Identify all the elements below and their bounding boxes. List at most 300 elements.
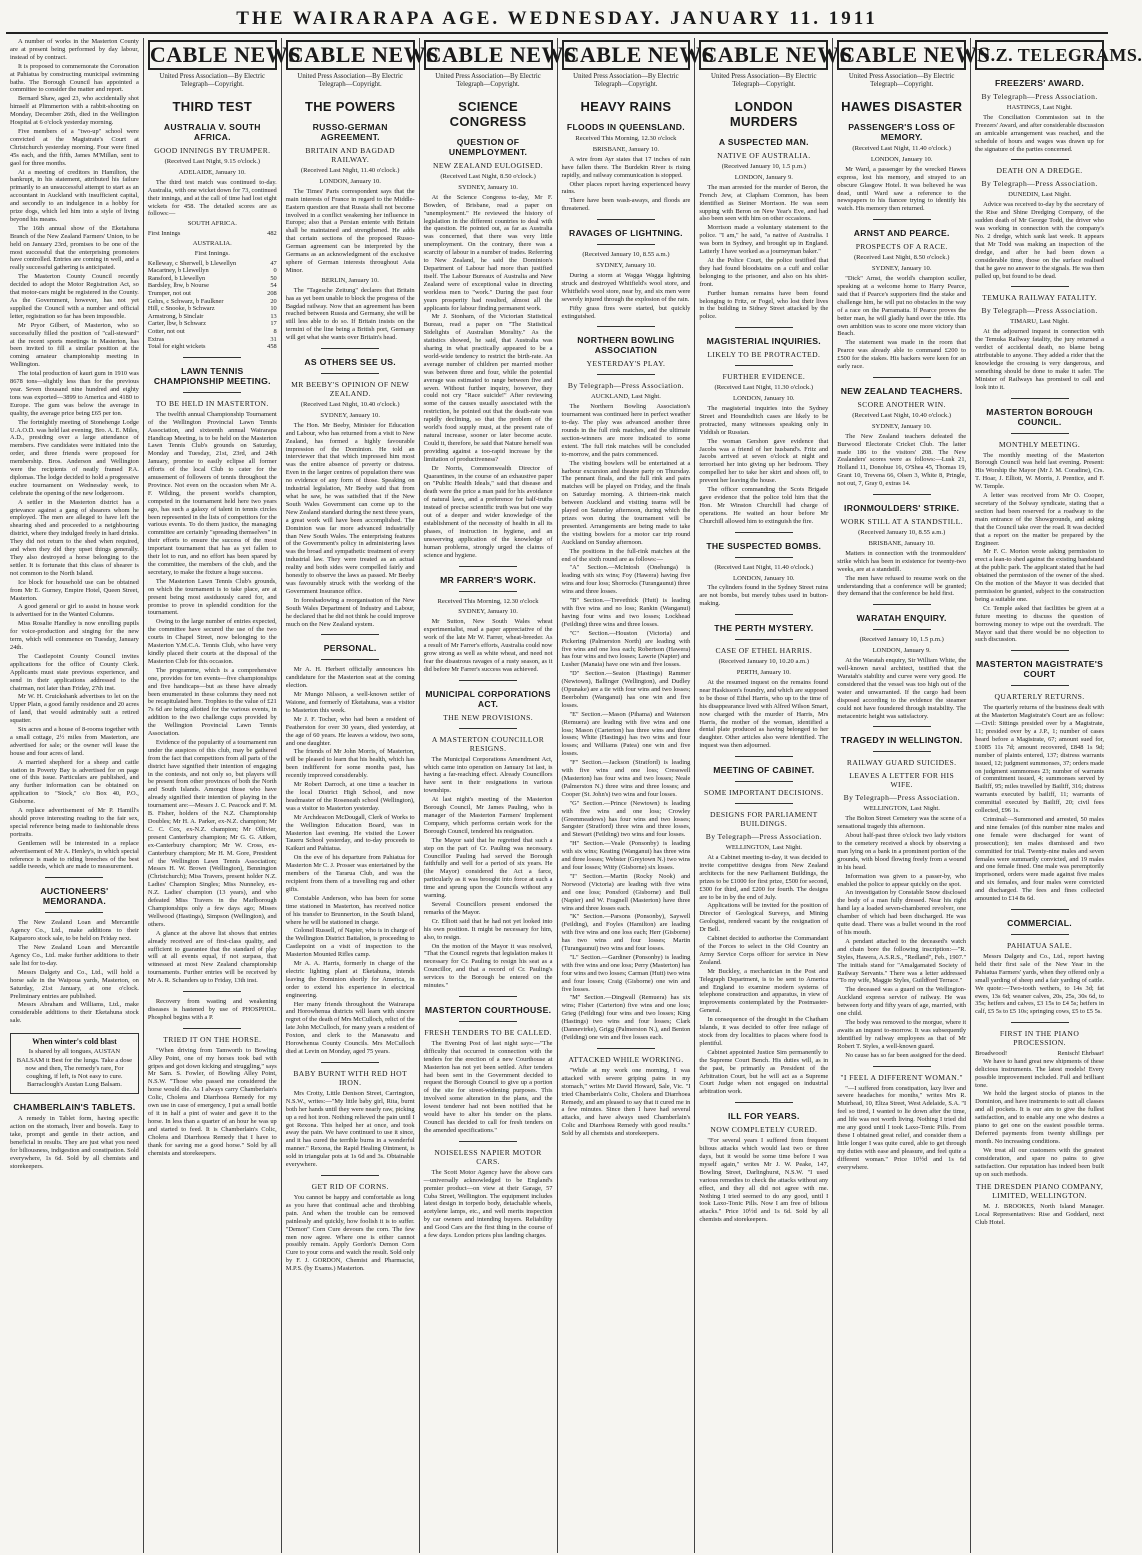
article-paragraph: On the motion of the Mayor it was resolved, "That the Council regrets that legislation makes it necessary for Cr. Pauling to resign his seat as a Councillor, and that a record of Cr. Pauling's services to the Borough be entered on the minutes.": [423, 942, 553, 990]
section-banner: CABLE NEWS: [699, 40, 828, 70]
article-paragraph: At the Science Congress to-day, Mr F. Bowden, of Brisbane, read a paper on "unemployment." He reviewed the history of legislation in the different countries to deal with the question. He pointed out, as far as Australia was concerned, that there was very little unemployment. On the contrary, there was a scarcity of labour in a number of trades. Referring to New Zealand, he said the Dominion's Department of Labour had more than justified itself. The Labour Bureaux of Australia and New Zealand were of exceptional value in directing workless men to "work." During the past four years prosperity had resulted, almost all the applicants for labour finding permanent work.: [423, 193, 553, 312]
divider-rule: [1011, 286, 1069, 287]
divider-rule: [321, 1175, 379, 1176]
section-banner: CABLE NEWS: [837, 40, 966, 70]
dateline: WELLINGTON, Last Night.: [725, 844, 803, 852]
subheadline: COMMERCIAL.: [1007, 917, 1072, 928]
received-line: Received This Morning, 12.30 o'clock: [575, 135, 677, 142]
article-paragraph: At the resumed inquest on the remains found near Haskisson's foundry, and which are supposed to be those of Ethel Harris, who up to the time of his disappearance lived with Alfred Wilson Smart, now charged with the murder of Harris, Mrs Harris, the mother of the woman, identified a dental plate produced as having belonged to her daughter. Other articles also were identified. The inquest was then adjourned.: [699, 678, 829, 750]
row-label: Carter, lbw, b Schwarz: [147, 320, 206, 328]
received-line: (Received Last Night, 11.40 o'clock.): [714, 563, 814, 571]
article-paragraph: A settler in the Masterton district has a grievance against a gang of shearers whom he employed. The men are alleged to have left the shearing shed and proceeded to a neighbouring district, where they indulged freely in hard drinks. They did not return to the shed when required, and when they did they upset things generally. They also destroyed a horse belonging to the settler. It is fortunate that this class of shearer is not common to the North Island.: [10, 498, 139, 577]
article-paragraph: At last night's meeting of the Masterton Borough Council, Mr James Pauling, who is manager of the Masterton Farmers' Implement Company, which performs certain work for the Borough Council, tendered his resignation.: [423, 796, 553, 835]
divider-rule: [1011, 685, 1069, 686]
divider-rule: [321, 1062, 379, 1063]
article-paragraph: Mr W. H. Cruickshank advertises to let on the Upper Plain, a good family residence and 20 acres of land, that would admirably suit a retired squatter.: [10, 693, 139, 725]
article-paragraph: "For several years I suffered from frequent bilious attacks which would last two or three days, but it would be some time before I was myself again," writes Mr J. W. Peake, 147, Bowling Street, Darlinghurst, N.S.W. "I used various remedies to check the attacks without any effect, and they all did not agree with me. Nothing I tried seemed to do any good, until I took Laxo-Tonic Pills. Now I am free of bilious attacks." Price 10½d and 1s 6d. Sold by all chemists and storekeepers.: [699, 1137, 829, 1224]
score-row: [148, 313, 277, 321]
article-paragraph: The New Zealand Loan and Mercantile Agency Co., Ltd. make further additions to their sale list for to-day.: [10, 944, 139, 967]
article-paragraph: Information was given to a passer-by, who enabled the police to appear quickly on the spot.: [837, 872, 967, 888]
article-paragraph: Mr J. Stonham, of the Victorian Statistical Bureau, read a paper on "The Statistical Sidelights of Australian Morality." As the statistics showed, he said, that Australia was sharing in what practically appeared to be a world-wide tendency to restrict the birth-rate. An average number of children per married mother was between three and four, while the potential average was estimated to range between five and seven. Without further inquiry, however, they could not cry "Race suicide!" After reviewing some of the causes usually associated with the restriction, he pointed out that the death-rate was rapidly declining, so that the problem of the world's food supply must, at the present rate of natural increase, sooner or later become acute. Could it, therefore, be said that Nature herself was providing against a too-rapid increase by the limitation of productiveness?: [423, 313, 553, 463]
article-paragraph: Ice block for household use can be obtained from Mr E. Gurney, Empire Hotel, Queen Street, Masterton.: [10, 578, 139, 602]
article-paragraph: "C" Section.—Houston (Victoria) and Pickering (Palmerston North) are leading with five wins and one loss each; Robertson (Hawera) has four wins and two losses; Lawrie (Napier) and Lusher (Manaia) have one win and five losses.: [561, 629, 691, 669]
score-row: [148, 230, 277, 238]
section-banner: CABLE NEWS: [562, 40, 691, 70]
article-paragraph: The Times' Paris correspondent says that the main interests of France in regard to the Middle-Eastern question are that Russia shall not become involved in a conflict weakening her influence in Europe; also that a Persian entente with Britain shall be maintained and strengthened. He adds that certain sections of the proposed Russo-German agreement can be interpreted by the Germans as an acknowledgment of the exclusive sphere of German interests throughout Asia Minor.: [285, 187, 415, 274]
score-row: [148, 267, 277, 275]
article-paragraph: Applications will be invited for the position of Director of Geological Surveys, and Mining Geologist, rendered vacant by the resignation of Dr Bell.: [699, 902, 829, 934]
article-paragraph: Several Councillors present endorsed the remarks of the Mayor.: [423, 900, 553, 916]
masthead: THE WAIRARAPA AGE. WEDNESDAY. JANUARY 11. 1911: [6, 6, 1108, 34]
article-paragraph: A letter was received from Mr O. Cooper, secretary of the Solway syndicate, stating that a section had been reserved for a roadway to the main entrance of the Showgrounds, and asking that the Council take over the road. It was decided that a report on the matter be prepared by the Engineer.: [975, 492, 1104, 547]
score-row: [148, 260, 277, 268]
divider-rule: [321, 348, 379, 349]
article-paragraph: Fifty grass fires were started, but quickly extinguished.: [561, 304, 691, 320]
article-paragraph: There have been wash-aways, and floods are threatened.: [561, 197, 691, 213]
article-paragraph: The 16th annual show of the Eketahuna Branch of the New Zealand Farmers' Union, to be held on January 23rd, promises to be one of the most successful that the enterprising promoters have controlled. Entries are coming in well, and a really successful gathering is anticipated.: [10, 224, 139, 272]
subheadline: FLOODS IN QUEENSLAND.: [566, 122, 685, 132]
dateline: LONDON, January 10.: [319, 177, 381, 185]
minor-heading: FRESH TENDERS TO BE CALLED.: [424, 1027, 552, 1037]
dateline: WELLINGTON, Last Night.: [863, 805, 940, 813]
article-paragraph: Mr Pryor Gilbert, of Masterton, who so successfully filled the position of "call-steward" at the recent sports meetings in Masterton, has been invited to fill a similar position at the coming amateur championship meeting in Wellington.: [10, 321, 139, 369]
divider-rule: [1011, 650, 1069, 651]
received-line: (Received January 10, 1.5 p.m.): [721, 163, 806, 170]
row-label: Macartney, b Llewellyn: [147, 267, 209, 275]
article-paragraph: Mr J. F. Tocher, who had been a resident of Featherston for over 30 years, died yesterday, at the age of 60 years. He leaves a widow, two sons, and one daughter.: [285, 715, 415, 747]
article-paragraph: "M" Section.—Dingwall (Remuera) has six wins; Fisher (Carterton) five wins and one loss; Grieg (Feilding) four wins and two losses; King (Hastings) two wins and four losses; Clark (Dannevirke), Grigg (Palmerston N.), and Benton (Feilding) one win and five losses each.: [561, 994, 691, 1041]
article-paragraph: The Masterton County Council recently decided to adopt the Motor Registration Act, so that motor-cars might be registered in the County. As the Government, however, has not yet supplied the Council with a number and official letter, registration so far has been impossible.: [10, 273, 139, 320]
article-paragraph: The Bolton Street Cemetery was the scene of a sensational tragedy this afternoon.: [837, 815, 967, 831]
article-paragraph: The Municipal Corporations Amendment Act, which came into operation on January 1st last, is having a far-reaching effect. Already Councillors have sent in their resignations in various townships.: [423, 755, 553, 795]
article-paragraph: The friends of Mr John Morris, of Masterton, will be pleased to learn that his health, which has been indifferent for some months past, has recently improved considerably.: [285, 748, 415, 780]
received-line: (Received Last Night, 10.40 o'clock.): [300, 401, 400, 409]
headline: HEAVY RAINS: [580, 99, 672, 114]
section-banner: N.Z. TELEGRAMS.: [975, 40, 1104, 70]
row-value: 8: [273, 328, 277, 335]
article-paragraph: Mr Buckley, a mechanician in the Post and Telegraph Department, is to be sent to America and England to examine modern systems of telephone construction and apparatus, in view of improvements contemplated by the Postmaster-General.: [699, 967, 829, 1015]
score-row: [148, 275, 277, 283]
article-paragraph: The quarterly returns of the business dealt with at the Masterton Magistrate's Court are as follow:—Civil: Sittings presided over by a Magistrate, 11; presided over by a J.P., 1; number of cases heard before a Magistrate, 67; amount sued for, £1085 11s 7d; amount recovered, £848 1s 9d; number of plaints entered, 137; distress warrants issued, 12; judgment summonses, 37; orders made on judgment summonses 23; number of warrants of commitment issued, 4; summonses served by Bailiff, 95; miles travelled by Bailiff, 316; distress warrants executed by bailiff, 11; warrants of committal executed by Bailiff, 20; civil fees collected, £96 1s.: [975, 704, 1104, 815]
subheadline: ILL FOR YEARS.: [727, 1111, 800, 1122]
score-row: [148, 290, 277, 298]
row-value: 13: [270, 312, 277, 320]
subheadline: TRAGEDY IN WELLINGTON.: [840, 735, 963, 746]
row-value: 10: [270, 305, 277, 313]
minor-heading: FIRST IN THE PIANO PROCESSION.: [999, 1029, 1080, 1048]
divider-rule: [597, 374, 655, 375]
dateline: BERLIN, January 10.: [321, 276, 379, 284]
divider-rule: [873, 604, 931, 605]
article-paragraph: At the adjourned inquest in connection with the Temuka Railway fatality, the jury returned a verdict of accidental death, no blame being attributable to anyone. They added a rider that the knowledge the crossing is very dangerous, and something should be done to make it safer. The Minister of Railways has promised to call and look into it.: [975, 328, 1104, 391]
article-paragraph: Matters in connection with the ironmoulders' strike which has been in existence for twenty-two weeks, are at a standstill.: [837, 549, 967, 573]
subheadline: RUSSO-GERMAN AGREEMENT.: [312, 122, 388, 142]
article-paragraph: Recovery from wasting and weakening diseases is hastened by use of PHOSPHOL. Phosphol begins with a P.: [147, 998, 277, 1021]
dateline: HASTINGS, Last Night.: [1006, 104, 1073, 111]
article-paragraph: A pendant attached to the deceased's watch and chain bore the following inscription:—"R. Styles, Hawera, A.S.R.S., "Redland", Feb., 1907." The initials stand for "Amalgamated Society of Railway Servants." There was a letter addressed "To my wife, Maggie Styles, Guildford Terrace.": [837, 937, 967, 985]
article-paragraph: The Northern Bowling Association's tournament was continued here in perfect weather to-day. The play was advanced another three rounds in the full rink matches, and the ultimate section-winners are more indicated to some extent. The full rink matches will be concluded to-morrow, and the pairs commenced.: [561, 403, 691, 458]
row-label: Trumper, not out: [147, 290, 191, 298]
minor-heading: LIKELY TO BE PROTRACTED.: [707, 350, 821, 360]
article-paragraph: Five members of a "two-up" school were convicted at the Magistrate's Court at Christchurch yesterday morning. Four were fined 45s each, and the fifth, James M'Millan, sent to gaol for three months.: [10, 127, 139, 167]
minor-heading: CASE OF ETHEL HARRIS.: [715, 646, 813, 656]
press-credit: United Press Association—By Electric Telegraph—Copyright.: [297, 73, 403, 88]
article-paragraph: Bernard Shaw, aged 23, who accidentally shot himself at Plimmerton with a rabbit-shooting on Monday, December 26th, died in the Wellington Hospital at 6 o'clock yesterday morning.: [10, 95, 139, 127]
divider-rule: [183, 991, 241, 992]
article-paragraph: A replace advertisement of Mr P. Hamill's should prove interesting reading to the fair sex, special reference being made to fashionable dress portraits.: [10, 807, 139, 838]
article-paragraph: Cabinet decided to authorise the Commandant of the Forces to select in the Old Country an Army Service Corps officer for service in New Zealand.: [699, 935, 829, 966]
article-paragraph: The Masterton Lawn Tennis Club's grounds, on which the tournament is to take place, are at present being most assiduously cared for, and promise to prove in splendid condition for the tournament.: [147, 577, 277, 617]
article-paragraph: A married shepherd for a sheep and cattle station in Poverty Bay is advertised for on page one of this issue. Particulars are published, and any further information can be obtained on application to "Stock," c/o Box 40, P.O., Gisborne.: [10, 758, 139, 806]
article-paragraph: The third test match was continued to-day. Australia, with one wicket down for 73, continued their innings, and at the call of time had lost eight wickets for 458. The detailed scores are as follows:—: [147, 178, 277, 218]
subheadline: AUSTRALIA V. SOUTH AFRICA.: [163, 122, 261, 142]
ad-text: Is shared by all tongues, AUSTAN BALSAM it Best for the lungs. Take a dose now and then, The remedy's rare, For coughing, if left, is Not easy to cure. Barraclough's Austan Lung Balsam.: [16, 1048, 133, 1089]
column-1: [6, 38, 144, 1553]
score-row: [148, 336, 277, 344]
subheadline: PASSENGER'S LOSS OF MEMORY.: [848, 122, 956, 142]
subheadline: MASTERTON COURTHOUSE.: [424, 1004, 552, 1015]
article-paragraph: M. J. BROOKES, North Island Manager. Local Representatives: Rise and Goddard, next Club Hotel.: [975, 1203, 1104, 1227]
article-paragraph: Mr F. C. Morton wrote asking permission to erect a lean-to shed against the existing bandstand at the public park. The applicant stated that he had obtained the permission of the owner of the shed. On the motion of the Mayor it was decided that permission be granted, subject to the construction being a suitable one.: [975, 548, 1104, 603]
subheadline: MASTERTON BOROUGH COUNCIL.: [986, 406, 1093, 427]
minor-heading: SOME IMPORTANT DECISIONS.: [704, 788, 824, 798]
row-value: 0: [273, 267, 277, 275]
article-paragraph: The body was removed to the morgue, where it awaits an inquest to-morrow. It was subsequently identified by railway employees as that of Mr Robert T. Styles, a well-known guard.: [837, 1018, 967, 1050]
divider-rule: [45, 912, 103, 913]
article-paragraph: The man arrested for the murder of Beron, the French Jew, at Clapham Common, has been identified as Steiner Morrison. He was seen supping with Beron on New Year's Eve, and had also been seen with him on other occasions.: [699, 183, 829, 223]
article-paragraph: Mr Robert Darroch, at one time a teacher in the local District High School, and now headmaster of the Roseneath school (Wellington), was a visitor to Masterton yesterday.: [285, 781, 415, 812]
article-paragraph: Gentlemen will be interested in a replace advertisement of Mr A. Henley's, in which special reference is made to riding breeches of the best saddle tweeds, which are made to measurement.: [10, 839, 139, 871]
article-paragraph: The positions in the full-rink matches at the end of the sixth round are as follows:—: [561, 547, 691, 563]
minor-heading: THE NEW PROVISIONS.: [443, 712, 534, 722]
article-paragraph: Messrs Dalgety and Co., Ltd., will hold a horse sale in the Waipoua yards, Masterton, on Saturday, 21st January, at one o'clock. Preliminary entries are published.: [10, 968, 139, 1000]
row-label: Cotter, not out: [147, 328, 185, 335]
dateline: SYDNEY, January 10.: [871, 422, 932, 430]
divider-rule: [183, 392, 241, 393]
article-paragraph: The monthly meeting of the Masterton Borough Council was held last evening. Present: His Worship the Mayor (Mr J. M. Coradine), Crs. T. Hoar, J. Elliott, W. Morris, J. Prentice, and F. W. Temple.: [975, 451, 1104, 491]
columns: [6, 38, 1142, 1553]
received-line: (Received Last Night, 9.15 o'clock.): [164, 158, 261, 165]
article-paragraph: A number of works in the Masterton County are at present being performed by day labour, instead of by contract.: [10, 38, 139, 61]
subheadline: MUNICIPAL CORPORATIONS ACT.: [425, 688, 551, 709]
minor-heading: "I FEEL A DIFFERENT WOMAN.": [840, 1072, 963, 1082]
article-paragraph: The "Tagesche Zeitung" declares that Britain has as yet been unable to block the progress of the Bagdad railway. Now that an agreement has been reached between Russia and Germany, she will be still less able to do so. If Britain insists on the termini of the line being a British port, Germany will get what she wants over Britain's head.: [285, 286, 415, 342]
article-paragraph: A good general or girl to assist in house work is advertised for in the Wanted Columns.: [10, 603, 139, 619]
dateline: LONDON, January 10.: [870, 155, 933, 163]
subheadline: CHAMBERLAIN'S TABLETS.: [13, 1102, 136, 1113]
dateline: First Innings.: [194, 249, 230, 257]
article-paragraph: The Hon. Mr Beeby, Minister for Education and Labour, who has returned from a visit to New Zealand, has formed a highly favourable impression of the Dominion. He told an interviewer that that which impressed him most was the entire absence of poverty or distress. Even in the larger centres of population there was no evidence of any form of those. Speaking on industrial legislation, Mr Beeby said that from what he saw, he was satisfied that if the New South Wales Government can come up to the New Zealand standard during the next three years, a great work will have been accomplished. The Dominion was far more advanced industrially than New South Wales. The enterprising features of the Government's policy in administering laws was the broad and sympathetic treatment of every industrial law. They were treated as an actual reality and both sides were compelled fairly and honestly to observe the laws as passed. Mr Beeby was favourably struck with the working of the Government Insurance office.: [285, 421, 415, 595]
divider-rule: [873, 1066, 931, 1067]
divider-rule: [873, 219, 931, 220]
divider-rule: [459, 566, 517, 567]
subheadline: NORTHERN BOWLING ASSOCIATION: [577, 335, 675, 356]
article-paragraph: "B" Section.—Trevethick (Hutt) is leading with five wins and no loss; Rankin (Wanganui) having four wins and two losses; Lockhead (Feilding) three wins and three losses.: [561, 597, 691, 628]
headline: THIRD TEST: [172, 99, 253, 114]
subheadline: AUCTIONEERS' MEMORANDA.: [40, 886, 109, 907]
row-label: Hill, c Snooke, b Schwarz: [147, 305, 215, 313]
headline: THE POWERS: [304, 99, 396, 114]
minor-heading: NATIVE OF AUSTRALIA.: [717, 151, 811, 160]
article-paragraph: "E" Section.—Mason (Pihama) and Waterson (Remuera) are leading with five wins and one loss; Mason (Carterton) has three wins and three losses; White (Hastings) has two wins and four losses; and Williams (Patea) one win and five losses.: [561, 710, 691, 758]
column-8: [971, 38, 1142, 1553]
article-paragraph: A wire from Ayr states that 17 inches of rain have fallen there. The Burdekin River is rising rapidly, and railway communication is stopped.: [561, 155, 691, 179]
subheadline: NEW ZEALAND TEACHERS.: [840, 385, 963, 396]
article-paragraph: Her many friends throughout the Wairarapa and Horowhenua districts will learn with sincere regret of the death of Mrs McCulloch, relict of the late John McCulloch, for many years a resident of Foxton, and clerk to the Manawatu and Horowhenua County Councils. Mrs McCulloch died at Levin on Monday, aged 75 years.: [285, 1000, 415, 1055]
received-line: (Received Last Night, 11.30 o'clock.): [714, 384, 814, 392]
dateline: PERTH, January 10.: [736, 669, 791, 677]
column-3: [282, 38, 439, 1553]
minor-heading: A MASTERTON COUNCILLOR RESIGNS.: [431, 734, 545, 753]
article-paragraph: On the eve of his departure from Pahiatua for Masterton Mr C. J. Prosser was entertained by the members of the Tararua Club, and was the recipient from them of a travelling rug and other gifts.: [285, 854, 415, 893]
row-label: Bardsley, lbw, b Nourse: [147, 282, 209, 290]
article-paragraph: No cause has so far been assigned for the deed.: [845, 1051, 966, 1059]
dateline: DUNEDIN, Last Night.: [1008, 191, 1072, 199]
minor-heading: WORK STILL AT A STANDSTILL.: [840, 517, 963, 527]
article-paragraph: Evidence of the popularity of a tournament run under the auspices of this club, may be gathered from the fact that competitors from all parts of the district have signified their intention of engaging in the contests, and not only so, but players will be present from other provinces of both the North and South Islands. Amongst those who have already signified their intention of playing in the tournament are:—Messrs J. C. Peacock and F. M. B. Fisher, holders of the N.Z. Championship Doubles; Mr H. A. Parker, ex-N.Z. champion; Mr C. C. Cox, ex-N.Z. champion; Mr Ollivier, present Canterbury champion; Mr G. G. Aitken, ex-Canterbury champion; Mr W. Cross, ex-Canterbury champion; Mr H. M. Gore, President of the Wellington Lawn Tennis Association; Messrs H. W. Brown (Wellington), Bennington (Christchurch); Miss Travers, present holder N.Z. Ladies' Champion Singles; Miss Nunneley, ex-N.Z. Ladies' champion (13 years), and who defeated Miss Travers in the Marlborough Championships only a few days ago; Misses Wellwood (Hastings), Simpson (Wellington), and others.: [147, 738, 277, 928]
press-credit: United Press Association—By Electric Telegraph—Copyright.: [573, 73, 679, 88]
article-paragraph: "K" Section.—Parsons (Ponsonby), Saywell (Feilding), and Foyles (Hamilton) are leading with five wins and one loss each; Herr (Gisborne) has two wins and four losses; Martin (Turangaunui) two wins and four losses.: [561, 913, 691, 953]
row-value: 17: [270, 320, 277, 328]
article-paragraph: Other places report having experienced heavy rains.: [561, 180, 691, 196]
article-paragraph: Morrison made a voluntary statement to the police. "I am," he said, "a native of Australia. I was born in Sydney, and brought up in England. Latterly I have worked as a journeyman baker.": [699, 224, 829, 256]
article-paragraph: Owing to the large number of entries expected, the committee have secured the use of the two courts in Chapel Street, now belonging to the Masterton Y.M.C.A. Tennis Club, who have very kindly placed their courts at the disposal of the Masterton Club for this occasion.: [147, 618, 277, 665]
dateline: TIMARU, Last Night.: [1010, 318, 1070, 326]
article-paragraph: The Mayor said that he regretted that such a step on the part of Cr. Pauling was necessary. Councillor Pauling had served the Borough faithfully and well for a period of six years. He (the Mayor) considered the Act a farce, particularly as it was brought into force at such a time and sprung upon the Councils without any warning.: [423, 836, 553, 900]
row-value: Renisch! Ehrbaar!: [1057, 1050, 1104, 1058]
received-line: (Received Last Night, 11.40 o'clock.): [300, 167, 400, 174]
divider-rule: [459, 1141, 517, 1142]
article-paragraph: At a Cabinet meeting to-day, it was decided to invite competitive designs from New Zealand architects for the new Parliament Buildings, the prizes to be £1000 for first prize, £500 for second, £300 for third, and £200 for fourth. The designs are to be in by the end of July.: [699, 854, 829, 901]
row-value: 482: [267, 230, 277, 238]
minor-heading: By Telegraph—Press Association.: [981, 92, 1098, 101]
divider-rule: [735, 365, 793, 366]
subheadline: LAWN TENNIS CHAMPIONSHIP MEETING.: [153, 365, 271, 386]
minor-heading: LEAVES A LETTER FOR HIS WIFE.: [849, 771, 955, 790]
row-label: Gehrs, c Schwarz, b Faulkner: [147, 297, 224, 305]
divider-rule: [597, 1048, 655, 1049]
dateline: SYDNEY, January 10.: [458, 183, 518, 191]
article-paragraph: "G" Section.—Prince (Newtown) is leading with five wins and one loss; Crowley (Greenmeadows) has four wins and two losses; Sangster (Stratford) three wins and three losses, and Stewart (Feilding) two wins and four losses.: [561, 799, 691, 839]
dateline: SYDNEY, January 10.: [871, 265, 932, 273]
article-paragraph: The cylinders found in the Sydney Street ruins are not bombs, but merely tubes used in button-making.: [699, 584, 829, 608]
divider-rule: [459, 1021, 517, 1022]
divider-rule: [1011, 159, 1069, 160]
article-paragraph: Cr. Temple asked that facilities be given at a future meeting to discuss the question of borrowing money to wipe out the overdraft. The Mayor said that there would be no objection to such discussion.: [975, 604, 1104, 644]
received-line: (Received January 10, 10.20 a.m.): [718, 658, 810, 666]
divider-rule: [735, 756, 793, 757]
press-credit: United Press Association—By Electric Telegraph—Copyright.: [711, 73, 817, 88]
article-paragraph: Criminal:—Summoned and arrested, 50 males and nine females (of this number nine males and one female were discharged for want of prosecution); ten males dismissed and two committed for trial. Twenty-nine males and seven females were summarily convicted, and 19 males and one female fined. One male was peremptorily imprisoned, orders were made against five males and six females, and four males were convicted and discharged. The fees and fines collected amounted to £14 8s 6d.: [975, 816, 1104, 903]
divider-rule: [873, 751, 931, 752]
received-line: (Received Last Night, 11.40 o'clock.): [852, 145, 951, 152]
article-paragraph: Mr A. A. Harris, formerly in charge of the electric lighting plant at Eketahuna, intends leaving the Dominion shortly for America, in order to extend his experience in electrical engineering.: [285, 960, 415, 999]
article-paragraph: A remedy in Tablet form, having specific action on the stomach, liver and bowels. Easy to take, prompt and gentle in their action, and beneficial in results. They are just what you need for biliousness, indigestion and constipation. Sold everywhere, 1s 6d. Sold by all chemists and storekeepers.: [10, 1115, 139, 1170]
dateline: SOUTH AFRICA.: [187, 220, 237, 228]
divider-rule: [597, 326, 655, 327]
article-paragraph: Mr Ward, a passenger by the wrecked Hawes express, lost his memory, and strayed to an obscure Glasgow Hotel. It was believed he was dead, until Ward saw a reference to the newspapers to his fiancee trying to identify his watch. His memory then returned.: [837, 165, 967, 213]
article-paragraph: During a storm at Wagga Wagga lightning struck and destroyed Whitfield's wool store, and Whitfield's wool store, near by, and six men were severely injured through the explosion of the rain.: [561, 271, 691, 303]
article-paragraph: The Conciliation Commission sat in the Freezers' Award, and after considerable discussion an amicable arrangement was reached, and the schedule of hours and wages was drawn up for the signature of the parties concerned.: [975, 113, 1104, 153]
dateline: LONDON, January 10.: [733, 395, 795, 403]
column-2: [144, 38, 301, 1553]
article-paragraph: The visiting bowlers will be entertained at a harbour excursion and theatre party on Thursday. The pennant finals, and the full rink and pairs matches will be played on Friday, and the finals on Saturday morning. A thirteen-rink match between Auckland and visiting teams will be played on Saturday afternoon, during which the prizes won during the tournament will be presented. Arrangements are being made to take the visiting bowlers for a motor car trip round Auckland on Sunday afternoon.: [561, 459, 691, 546]
dateline: ADELAIDE, January 10.: [178, 168, 246, 176]
advertisement-box: [10, 1033, 139, 1094]
divider-rule: [321, 634, 379, 635]
article-paragraph: We treat all our customers with the greatest consideration, and spare no pains to give satisfaction. Our reputation has indeed been built up on such methods.: [975, 1146, 1104, 1178]
minor-heading: DEATH ON A DREDGE.: [996, 166, 1083, 176]
article-paragraph: "L" Section.—Gardiner (Ponsonby) is leading with five wins and one loss; Perry (Masterton) has four wins and two losses; Carman (Hutt) two wins and four losses; Craig (Gisborne) one win and five losses.: [561, 953, 691, 993]
article-paragraph: Mr A. H. Herbert officially announces his candidature for the Masterton seat at the coming election.: [285, 666, 415, 690]
column-6: [695, 38, 853, 1553]
article-paragraph: It is proposed to commemorate the Coronation at Pahiatua by constructing municipal swimming baths. The Borough Council has appointed a committee to consider the matter and report.: [10, 62, 139, 94]
headline: SCIENCE CONGRESS: [449, 99, 527, 129]
minor-heading: GET RID OF CORNS.: [311, 1181, 389, 1191]
subheadline: A SUSPECTED MAN.: [718, 137, 809, 147]
received-line: (Received January 10, 8.55 a.m.): [582, 251, 670, 259]
divider-rule: [459, 996, 517, 997]
minor-heading: DESIGNS FOR PARLIAMENT BUILDINGS.: [709, 810, 818, 829]
article-paragraph: Miss Rosalie Handley is now enrolling pupils for voice-production and singing for the new term, which will commence on Tuesday, January 24th.: [10, 620, 139, 651]
minor-heading: PROSPECTS OF A RACE.: [855, 242, 948, 252]
article-paragraph: You cannot be happy and comfortable as long as you have that continual ache and throbbing pain. And when the trouble can be removed painlessly and quickly, how foolish it is to suffer. "Demon" Corn Cure devours the corn. The few men now agree. Where one is either cannot possibly remain. Apply Gordon's Demon Corn Cure to your corns and watch the result. Sold only by F. J. GORDON, Chemist and Pharmacist, M.P.S. (by Exams.) Masterton.: [285, 1193, 415, 1273]
divider-rule: [873, 377, 931, 378]
article-paragraph: The New Zealand Loan and Mercantile Agency Co., Ltd., make additions to their Kaiparoro stock sale, to be held on Friday next.: [10, 919, 139, 943]
minor-heading: SCORE ANOTHER WIN.: [857, 399, 946, 409]
received-line: (Received Last Night, 8.50 o'clock.): [440, 173, 536, 180]
article-paragraph: The woman Gershon gave evidence that Jacobs was a friend of her husband's. Fritz and Jacobs arrived at seven o'clock at night and terrorised her into giving up her bedroom. They compelled her to take her skirt and shoes off, to prevent her leaving the house.: [699, 437, 829, 485]
section-banner: CABLE NEWS: [148, 40, 277, 70]
score-row: [148, 282, 277, 290]
article-paragraph: "When driving from Tamworth to Bowling Alley Point, one of my horses took bad with gripes and got down kicking and struggling," says Mr Sam. S. Fowler, of Bowling Alley Point, N.S.W. "Those who passed me considered the horse would die. As I always carry Chamberlain's Colic, Cholera and Diarrhoea Remedy for my own use in case of emergency, I put a small bottle of it in half a pint of water and gave it to the horse. In less than a quarter of an hour he was up and started to feed. It is Chamberlain's Colic, Cholera and Diarrhoea Remedy that I have to thank for saving me a good horse." Sold by all chemists and storekeepers.: [147, 1046, 277, 1157]
article-paragraph: Cabinet appointed Justice Sim permanently to the Supreme Court Bench. His duties will, as in the past, be primarily as President of the Arbitration Court, but he will act as a Supreme Court Judge when not engaged on industrial arbitration work.: [699, 1048, 829, 1096]
minor-heading: THE DRESDEN PIANO COMPANY, LIMITED, WELLINGTON.: [975, 1182, 1104, 1201]
row-label: Extras: [147, 335, 165, 343]
divider-rule: [459, 680, 517, 681]
divider-rule: [873, 629, 931, 630]
dateline: AUCKLAND, Last Night.: [590, 393, 661, 401]
minor-heading: BRITAIN AND BAGDAD RAILWAY.: [305, 146, 396, 164]
article-paragraph: The twelfth annual Championship Tournament of the Wellington Provincial Lawn Tennis Association, and sixteenth annual Wairarapa Handicap Meeting, is to be held on the Masterton Lawn Tennis Club's grounds on Saturday, Monday and Tuesday, 21st, 23rd, and 24th January, promise to easily eclipse all former efforts of the local Club to cater for the amusement of followers of tennis throughout the Province. Not even on the occasion when Mr A. F. Wilding, the present world's champion, competed in the tournament held here two years ago, has such a galaxy of talent in tennis circles been represented in the lists of competitors for the various events. To do them justice, the managing committee are certainly "spreading themselves" in their efforts to ensure the success of the most important tournament that has as yet fallen to their lot to run, and no effort has been spared by the committee, the members of the club, and the secretary, to make the fixture a huge success.: [147, 410, 277, 576]
subheadline: QUESTION OF UNEMPLOYMENT.: [448, 137, 528, 157]
received-line: Received This Morning, 12.30 o'clock: [437, 597, 539, 605]
subheadline: RAVAGES OF LIGHTNING.: [568, 228, 683, 239]
score-row: [148, 343, 277, 351]
divider-rule: [321, 659, 379, 660]
dateline: BRISBANE, January 10.: [592, 145, 660, 153]
dateline: BRISBANE, January 10.: [868, 540, 935, 547]
column-4: [420, 38, 577, 1553]
minor-heading: FURTHER EVIDENCE.: [722, 372, 806, 382]
score-row: [148, 320, 277, 328]
divider-rule: [735, 1102, 793, 1103]
divider-rule: [735, 327, 793, 328]
minor-heading: By Telegraph—Press Association.: [981, 306, 1098, 316]
divider-rule: [1011, 934, 1069, 935]
subheadline: MAGISTERIAL INQUIRIES.: [706, 336, 821, 347]
column-5: [558, 38, 715, 1553]
article-paragraph: The Castlepoint County Council invites applications for the office of County Clerk. Applicants must state previous experience, and send in their applications addressed to the chairman, not later than Friday, 27th inst.: [10, 652, 139, 692]
article-paragraph: Further human remains have been found belonging to Fritz, or Fogel, who lost their lives in the building in Sidney Street attacked by the police.: [699, 289, 829, 321]
dateline: LONDON, January 10.: [733, 574, 795, 582]
article-paragraph: The programme, which is a comprehensive one, provides for ten events—five championships and five handicaps—but as these have already been enumerated in these columns they need not be recapitulated here. Trophies to the value of £21 7s 6d are being allotted for the various events, in addition to the two challenge cups provided by the Wellington Provincial Lawn Tennis Association.: [147, 666, 277, 738]
minor-heading: QUARTERLY RETURNS.: [994, 692, 1085, 702]
article-paragraph: At a meeting of creditors in Hamilton, the bankrupt, in his statement, attributed his failure primarily to an unsuccessful attempt to start as an accountant in Auckland with insufficient capital, and secondly to an indulgence in a hobby for prize dogs, which led him into a style of living beyond his means.: [10, 168, 139, 223]
article-paragraph: The statement was made in the room that Pearce was already able to command £200 to £500 for the stakes. His backers were keen for an early race.: [837, 339, 967, 371]
article-paragraph: About half-past three o'clock two lady visitors to the cemetery received a shock by observing a man lying on a bank in a prominent portion of the grounds, with blood flowing freely from a wound in his head.: [837, 832, 967, 871]
divider-rule: [459, 591, 517, 592]
dateline: LONDON, January 9.: [734, 173, 793, 181]
subheadline: FREEZERS' AWARD.: [994, 78, 1085, 88]
press-credit: United Press Association—By Electric Telegraph—Copyright.: [159, 73, 266, 88]
divider-rule: [735, 639, 793, 640]
article-paragraph: Messrs Dalgety and Co., Ltd., report having held their first sale of the New Year in the Pahiatua Farmers' yards, when they offered only a small yarding of sheep and a fair yarding of cattle. We quote:—Two-tooth wethers, to 14s 3d; fat ewes, 13s 6d; weaner calves, 20s, 25s, 30s 6d, to 35s; heifers and calves, £3 15s to £4 5s; heifers in calf, £5 5s to £5 10s; springing cows, £5 to £5 5s.: [975, 952, 1104, 1016]
row-value: 47: [270, 259, 277, 267]
article-paragraph: "F" Section.—Jackson (Stratford) is leading with five wins and one loss; Cresswell (Masterton) has four wins and two losses; Neale (Palmerston N.) three wins and three losses; and Cooper (St. John's) two wins and four losses.: [561, 759, 691, 798]
divider-rule: [735, 614, 793, 615]
row-label: Broadwood!: [975, 1050, 1008, 1058]
minor-heading: TO BE HELD IN MASTERTON.: [155, 398, 269, 408]
article-paragraph: Colonel Russell, of Napier, who is in charge of the Wellington District Battalion, is proceeding to Castlepoint on a visit of inspection to the Masterton Mounted Rifles camp.: [285, 927, 415, 959]
row-value: 208: [267, 290, 277, 298]
dateline: SYDNEY, January 10.: [458, 608, 518, 616]
divider-rule: [459, 728, 517, 729]
row-value: 31: [270, 335, 277, 343]
article-paragraph: Constable Anderson, who has been for some time stationed in Masterton, has received notice of his transfer to Brunnerton, in the South Island, where he will be stationed in charge.: [285, 894, 415, 926]
received-line: (Received January 10, 1.5 p.m.): [859, 636, 944, 644]
subheadline: MASTERTON MAGISTRATE'S COURT: [975, 659, 1104, 680]
article-paragraph: Mrs Crotty, Little Denison Street, Carrington, N.S.W., writes:—"My little baby girl, Rita, burnt both her hands until they were nearly raw, picking up a red hot iron. Nothing relieved the pain until I got Rexona. This helped her at once, and took away the pain. We have continued to use it since, and it has cured the terrible burns in a wonderful manner." Rexona, the Rapid Healing Ointment, is sold in triangular pots at 1s 6d and 3s. Obtainable everywhere.: [285, 1089, 415, 1169]
article-paragraph: Cr. Elliott said that he had not yet looked into his own position. It might be necessary for him, also, to resign.: [423, 917, 553, 941]
minor-heading: GOOD INNINGS BY TRUMPER.: [154, 146, 271, 155]
section-banner: CABLE NEWS: [424, 40, 553, 70]
divider-rule: [1011, 909, 1069, 910]
article-paragraph: "D" Section.—Seaton (Hastings) Rammer (Newtown), Ballinger (Wellington), and Dudley (Opunake) are a tie with four wins and two losses; Beerbohm (Wanganui) has one win and five losses.: [561, 670, 691, 709]
score-row: [148, 305, 277, 313]
row-label: Kelleway, c Sherwell, b Llewellyn: [147, 259, 237, 267]
minor-heading: NEW ZEALAND EULOGISED.: [433, 161, 544, 170]
row-value: 50: [270, 274, 277, 282]
subheadline: AS OTHERS SEE US.: [304, 357, 396, 368]
subheadline: ARNST AND PEARCE.: [853, 228, 950, 239]
divider-rule: [1011, 1022, 1069, 1023]
divider-rule: [45, 877, 103, 878]
divider-rule: [873, 494, 931, 495]
row-label: Ransford, b Llewellyn: [147, 274, 206, 282]
subheadline: PERSONAL.: [323, 643, 377, 654]
subheadline: THE PERTH MYSTERY.: [714, 623, 814, 634]
divider-rule: [735, 532, 793, 533]
article-paragraph: At the Police Court, the police testified that they had found bloodstains on a cuff and collar belonging to the prisoner, and also on his shirt-front.: [699, 256, 829, 288]
article-paragraph: "A" Section.—McIntosh (Onehunga) is leading with six wins; Foy (Hawera) having five wins and four loss; Shorrocks (Turangaunui) three wins and three losses.: [561, 564, 691, 596]
subheadline: WARATAH ENQUIRY.: [856, 613, 947, 624]
dateline: SYDNEY, January 10.: [596, 262, 656, 270]
dateline: LONDON, January 9.: [872, 647, 931, 655]
minor-heading: MONTHLY MEETING.: [998, 439, 1081, 449]
article-paragraph: The Evening Post of last night says:—"The difficulty that occurred in connection with the tenders for the erection of a new Courthouse at Masterton has not yet been settled. After tenders had been sent in the Government decided to request the Borough Council to give up a portion of the site for street-widening purposes. This involved some alteration in the plans, and the lowest tenderer had not been notified that he would have to alter his tender on the plans. Council has decided to call for fresh tenders on the amended specifications.": [423, 1039, 553, 1134]
article-paragraph: Messrs Abraham and Williams, Ltd., make considerable additions to their Eketahuna stock sale.: [10, 1001, 139, 1025]
divider-rule: [1011, 433, 1069, 434]
article-paragraph: The Scott Motor Agency have the above cars—universally acknowledged to be England's premier product—on view at their Garage, 57 Cuba Street, Wellington. The equipment includes latest design in torpedo body, detachable wheels, acetylene lamps, etc., and well merits inspection by car owners and intending buyers. Reliability and Good Cars are the first thing in the course of a few days. London prices plus landing charges.: [423, 1168, 553, 1240]
subheadline: MR FARRER'S WORK.: [440, 574, 537, 585]
divider-rule: [183, 357, 241, 358]
minor-heading: By Telegraph—Press Association.: [843, 793, 960, 803]
article-paragraph: Mr Sutton, New South Wales wheat experimentalist, read a paper appreciative of the work of the late Mr W. Farrer, wheat-breeder. As a result of Mr Farrer's efforts, Australia could now grow strong as well as white wheat, and need not fear the disastrous ravages of a rusty season, as it did before Mr Farrer's success was achieved.: [423, 618, 553, 673]
article-paragraph: The magisterial inquiries into the Sydney Street and Houndsditch cases are likely to be protracted, many witnesses speaking only in Yiddish or Russian.: [699, 405, 829, 436]
article-paragraph: The deceased was a guard on the Wellington-Auckland express service of railway. He was between forty and fifty years of age, married, with one child.: [837, 986, 967, 1018]
press-credit: United Press Association—By Electric Telegraph—Copyright.: [435, 73, 541, 88]
